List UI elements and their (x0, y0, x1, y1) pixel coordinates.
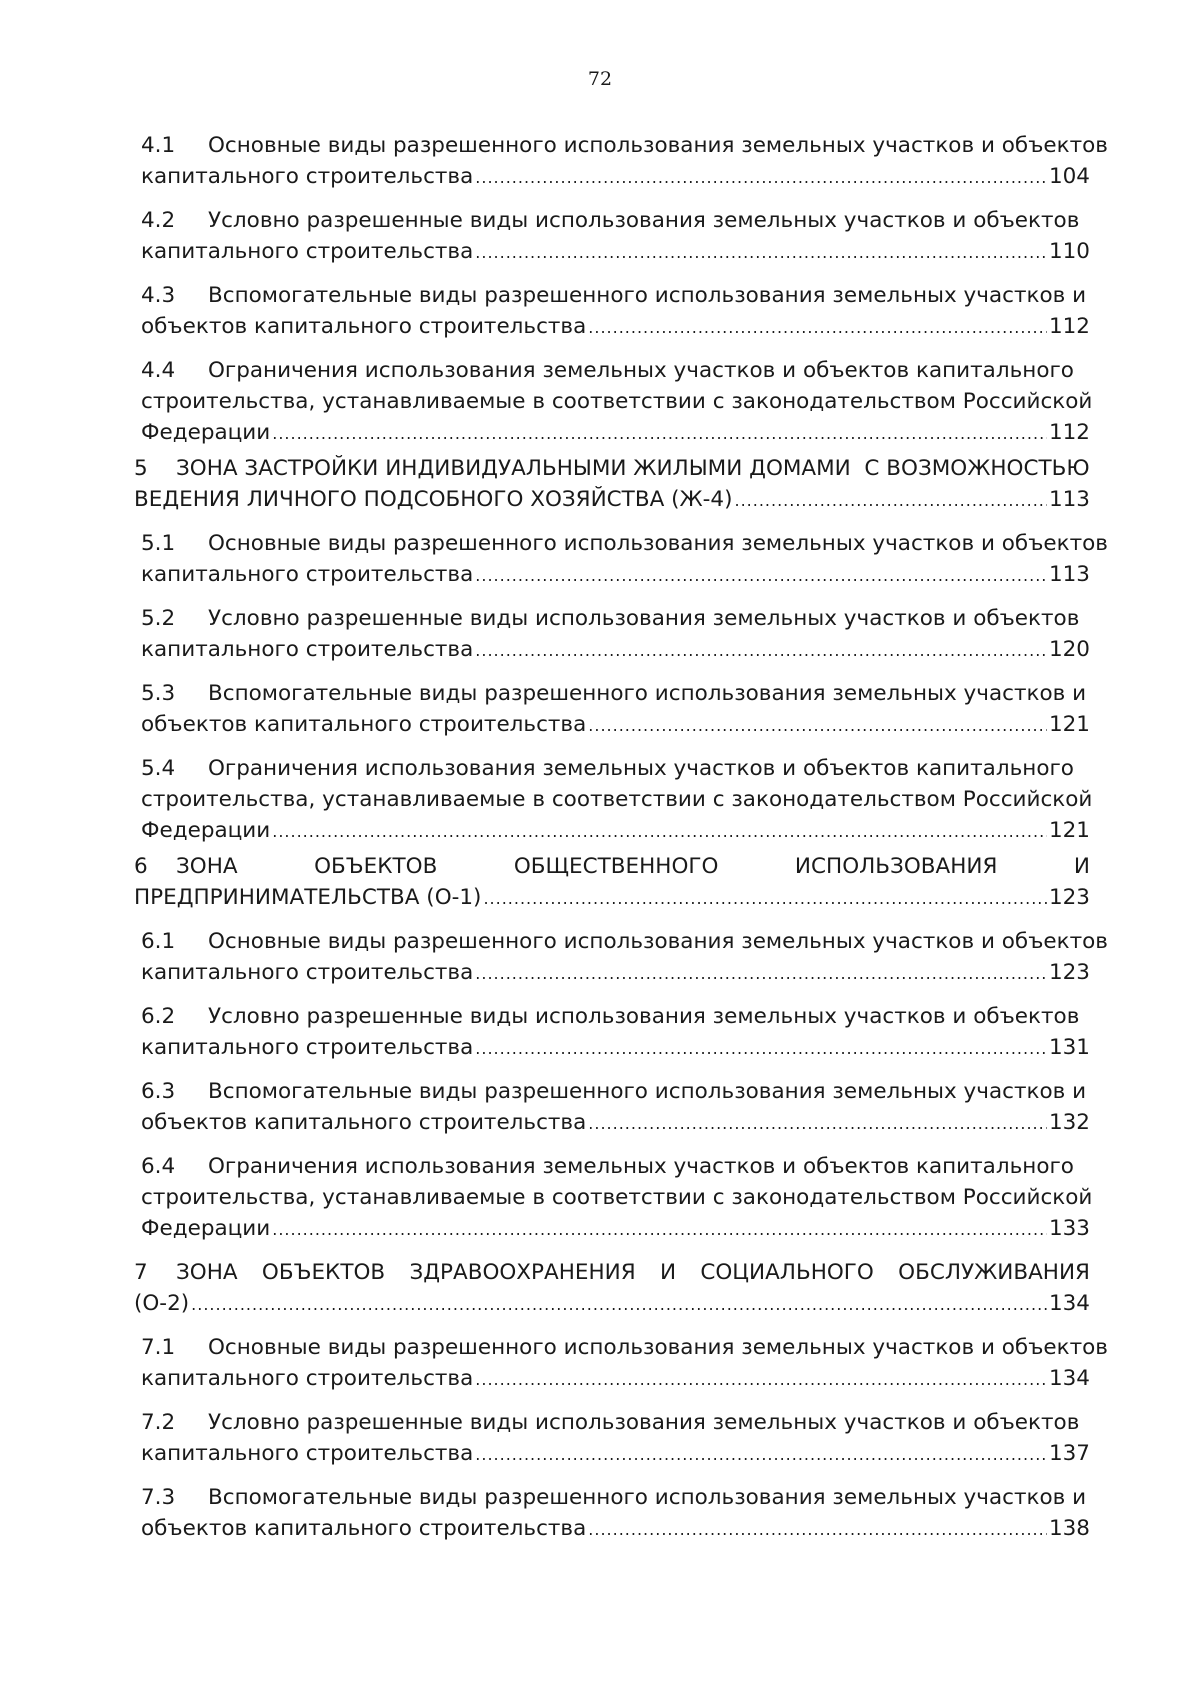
toc-entry-title: Условно разрешенные виды использования земельных участков и объектов (208, 1004, 1080, 1029)
toc-entry-title: Условно разрешенные виды использования земельных участков и объектов (208, 1410, 1080, 1435)
toc-entry-number: 7.2 (141, 1410, 176, 1435)
toc-entry-title-middle: строительства, устанавливаемые в соответствии с законодательством Российской (141, 787, 1093, 812)
dot-leader (272, 1214, 1047, 1245)
toc-entry-title: Основные виды разрешенного использования земельных участков и объектов (208, 133, 1108, 158)
toc-entry-title-continued: Федерации (141, 420, 271, 445)
toc-entry-6-3[interactable] (134, 1076, 1090, 1139)
toc-entry-title: Ограничения использования земельных участков и объектов капитального (208, 756, 1074, 781)
dot-leader (475, 237, 1047, 268)
toc-entry-title-continued: Федерации (141, 818, 271, 843)
dot-leader (475, 958, 1047, 989)
toc-entry-page: 137 (1048, 1441, 1090, 1466)
toc-entry-number: 4.3 (141, 283, 176, 308)
dot-leader (475, 1033, 1047, 1064)
dot-leader (272, 816, 1047, 847)
toc-entry-page: 110 (1048, 239, 1090, 264)
toc-entry-6-2[interactable] (134, 1001, 1090, 1064)
toc-entry-number: 7.3 (141, 1485, 176, 1510)
dot-leader (588, 312, 1047, 343)
toc-entry-6-1[interactable] (134, 926, 1108, 989)
dot-leader (475, 162, 1047, 193)
page-number: 72 (587, 68, 613, 90)
toc-entry-7-3[interactable] (134, 1482, 1090, 1545)
toc-entry-7-1[interactable] (134, 1332, 1108, 1395)
toc-entry-title: ЗОНА ЗАСТРОЙКИ ИНДИВИДУАЛЬНЫМИ ЖИЛЫМИ ДОМАМИ С ВОЗМОЖНОСТЬЮ (176, 456, 1090, 481)
toc-entry-page: 123 (1048, 885, 1090, 910)
toc-entry-title: ЗОНА ОБЪЕКТОВ ОБЩЕСТВЕННОГО ИСПОЛЬЗОВАНИЯ И (176, 854, 1090, 879)
dot-leader (272, 418, 1047, 449)
toc-entry-number: 5 (134, 456, 148, 481)
dot-leader (475, 560, 1047, 591)
toc-entry-title-continued: капитального строительства (141, 1441, 474, 1466)
dot-leader (475, 1364, 1047, 1395)
toc-entry-page: 120 (1048, 637, 1090, 662)
toc-entry-title-continued: капитального строительства (141, 1035, 474, 1060)
toc-entry-number: 5.1 (141, 531, 176, 556)
toc-entry-5-2[interactable] (134, 603, 1090, 666)
dot-leader (475, 1439, 1047, 1470)
toc-entry-5-1[interactable] (134, 528, 1108, 591)
dot-leader (475, 635, 1047, 666)
toc-entry-number: 5.3 (141, 681, 176, 706)
toc-entry-page: 134 (1048, 1366, 1090, 1391)
toc-entry-title: Основные виды разрешенного использования земельных участков и объектов (208, 1335, 1108, 1360)
toc-entry-4-3[interactable] (134, 280, 1090, 343)
toc-entry-number: 4.1 (141, 133, 176, 158)
toc-entry-page: 112 (1048, 420, 1090, 445)
toc-entry-4-4[interactable] (134, 355, 1093, 449)
toc-entry-title-continued: капитального строительства (141, 239, 474, 264)
toc-entry-title-continued: объектов капитального строительства (141, 712, 587, 737)
toc-entry-title: Вспомогательные виды разрешенного использования земельных участков и (208, 1485, 1087, 1510)
toc-entry-title-continued: капитального строительства (141, 1366, 474, 1391)
toc-entry-title: Ограничения использования земельных участков и объектов капитального (208, 358, 1074, 383)
toc-entry-number: 6.1 (141, 929, 176, 954)
toc-entry-title-continued: капитального строительства (141, 164, 474, 189)
toc-entry-title: Ограничения использования земельных участков и объектов капитального (208, 1154, 1074, 1179)
toc-entry-page: 138 (1048, 1516, 1090, 1541)
toc-entry-page: 134 (1048, 1291, 1090, 1316)
dot-leader (734, 485, 1046, 516)
toc-entry-title: Вспомогательные виды разрешенного использования земельных участков и (208, 283, 1087, 308)
toc-entry-6[interactable] (134, 851, 1090, 914)
toc-entry-title: Основные виды разрешенного использования земельных участков и объектов (208, 929, 1108, 954)
toc-entry-number: 7 (134, 1260, 148, 1285)
table-of-contents (134, 130, 1108, 1545)
toc-entry-title-middle: строительства, устанавливаемые в соответствии с законодательством Российской (141, 389, 1093, 414)
toc-entry-title: Вспомогательные виды разрешенного использования земельных участков и (208, 1079, 1087, 1104)
toc-entry-title: ЗОНА ОБЪЕКТОВ ЗДРАВООХРАНЕНИЯ И СОЦИАЛЬНОГО ОБСЛУЖИВАНИЯ (176, 1260, 1090, 1285)
toc-entry-number: 6 (134, 854, 148, 879)
toc-entry-page: 104 (1048, 164, 1090, 189)
toc-entry-number: 4.2 (141, 208, 176, 233)
toc-entry-page: 121 (1048, 712, 1090, 737)
toc-entry-page: 121 (1048, 818, 1090, 843)
toc-entry-page: 113 (1048, 562, 1090, 587)
toc-entry-title-continued: ВЕДЕНИЯ ЛИЧНОГО ПОДСОБНОГО ХОЗЯЙСТВА (Ж-4) (134, 487, 733, 512)
toc-entry-title: Вспомогательные виды разрешенного использования земельных участков и (208, 681, 1087, 706)
toc-entry-number: 7.1 (141, 1335, 176, 1360)
toc-entry-title-continued: объектов капитального строительства (141, 1516, 587, 1541)
toc-entry-title-continued: капитального строительства (141, 960, 474, 985)
toc-entry-title-middle: строительства, устанавливаемые в соответствии с законодательством Российской (141, 1185, 1093, 1210)
toc-entry-page: 132 (1048, 1110, 1090, 1135)
toc-entry-title-continued: капитального строительства (141, 637, 474, 662)
toc-entry-4-1[interactable] (134, 130, 1108, 193)
dot-leader (588, 710, 1047, 741)
toc-entry-title-continued: объектов капитального строительства (141, 314, 587, 339)
toc-entry-5[interactable] (134, 453, 1090, 516)
toc-entry-5-3[interactable] (134, 678, 1090, 741)
toc-entry-page: 112 (1048, 314, 1090, 339)
toc-entry-number: 5.2 (141, 606, 176, 631)
toc-entry-page: 113 (1048, 487, 1090, 512)
dot-leader (588, 1514, 1047, 1545)
dot-leader (483, 883, 1047, 914)
toc-entry-title-continued: ПРЕДПРИНИМАТЕЛЬСТВА (О-1) (134, 885, 482, 910)
dot-leader (588, 1108, 1047, 1139)
toc-entry-5-4[interactable] (134, 753, 1093, 847)
toc-entry-page: 131 (1048, 1035, 1090, 1060)
toc-entry-number: 6.4 (141, 1154, 176, 1179)
toc-entry-title-continued: объектов капитального строительства (141, 1110, 587, 1135)
toc-entry-page: 123 (1048, 960, 1090, 985)
toc-entry-title: Основные виды разрешенного использования земельных участков и объектов (208, 531, 1108, 556)
toc-entry-title: Условно разрешенные виды использования земельных участков и объектов (208, 606, 1080, 631)
toc-entry-title-continued: капитального строительства (141, 562, 474, 587)
toc-entry-title: Условно разрешенные виды использования земельных участков и объектов (208, 208, 1080, 233)
toc-entry-6-4[interactable] (134, 1151, 1093, 1245)
toc-entry-number: 4.4 (141, 358, 176, 383)
toc-entry-number: 6.3 (141, 1079, 176, 1104)
toc-entry-7-2[interactable] (134, 1407, 1090, 1470)
toc-entry-title-continued: (О-2) (134, 1291, 190, 1316)
toc-entry-number: 5.4 (141, 756, 176, 781)
dot-leader (191, 1289, 1047, 1320)
toc-entry-page: 133 (1048, 1216, 1090, 1241)
toc-entry-7[interactable] (134, 1257, 1090, 1320)
toc-entry-4-2[interactable] (134, 205, 1090, 268)
toc-entry-number: 6.2 (141, 1004, 176, 1029)
toc-entry-title-continued: Федерации (141, 1216, 271, 1241)
